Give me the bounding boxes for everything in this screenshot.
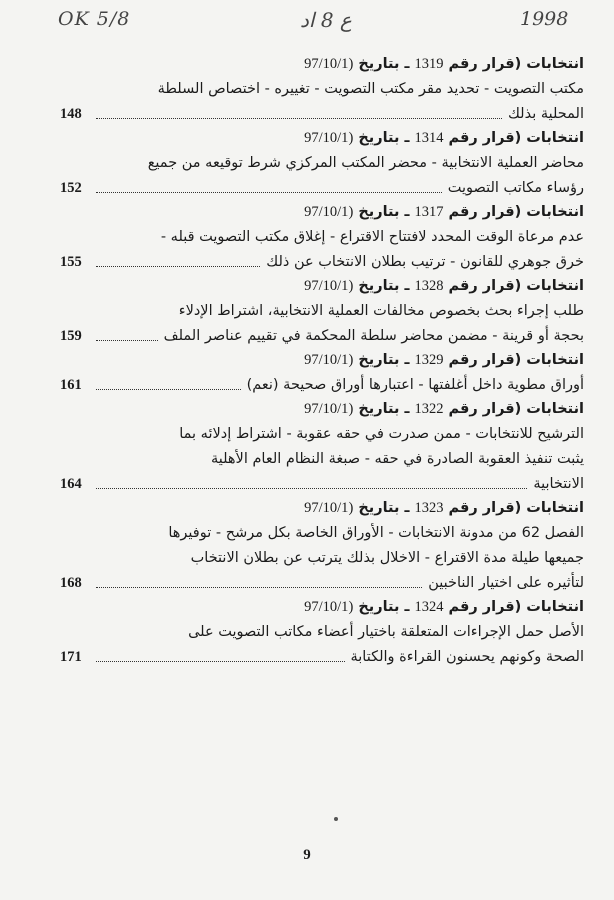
dot-leader bbox=[96, 587, 422, 588]
entry-summary-line: بحجة أو قرينة - مضمن محاضر سلطة المحكمة في تقييم عناصر الملف bbox=[163, 328, 584, 344]
entry-heading bbox=[84, 201, 584, 225]
dot-leader bbox=[96, 192, 442, 193]
handwritten-year: 1998 bbox=[520, 8, 569, 30]
entry-page-number: 159 bbox=[60, 328, 82, 344]
index-entry bbox=[60, 398, 584, 497]
entry-page-number: 161 bbox=[60, 377, 82, 393]
entry-page-number: 155 bbox=[60, 254, 82, 270]
entry-heading bbox=[84, 497, 584, 521]
entry-heading bbox=[84, 349, 584, 373]
entry-final-line bbox=[60, 645, 584, 670]
handwritten-note-middle: ع 8 اد bbox=[300, 8, 352, 32]
entry-date-label: ـ بتاريخ bbox=[358, 500, 410, 516]
entry-heading bbox=[84, 53, 584, 77]
entry-summary-line: أوراق مطوية داخل أغلفتها - اعتبارها أوراق صحيحة (نعم) bbox=[246, 377, 584, 393]
entry-summary-line: محاضر العملية الانتخابية - محضر المكتب المركزي شرط توقيعه من جميع bbox=[147, 155, 584, 171]
entry-heading-label: انتخابات (قرار رقم bbox=[448, 56, 584, 72]
index-entries-list bbox=[60, 53, 584, 670]
entry-summary-line: طلب إجراء بحث بخصوص مخالفات العملية الانتخابية، اشتراط الإدلاء bbox=[178, 303, 584, 319]
entry-date-label: ـ بتاريخ bbox=[358, 401, 410, 417]
handwritten-annotations bbox=[0, 8, 614, 36]
index-entry bbox=[60, 53, 584, 127]
entry-summary-line: الفصل 62 من مدونة الانتخابات - الأوراق الخاصة بكل مرشح - توفيرها bbox=[168, 525, 584, 541]
entry-decision-number: 1317 bbox=[414, 204, 444, 220]
entry-summary-line: الترشيح للانتخابات - ممن صدرت في حقه عقوبة - اشتراط إدلائه بما bbox=[179, 426, 584, 442]
entry-decision-number: 1314 bbox=[414, 130, 444, 146]
entry-final-line bbox=[60, 472, 584, 497]
entry-page-number: 148 bbox=[60, 106, 82, 122]
entry-summary-line: الصحة وكونهم يحسنون القراءة والكتابة bbox=[350, 649, 584, 665]
dot-leader bbox=[96, 118, 502, 119]
index-entry bbox=[60, 275, 584, 349]
entry-heading-label: انتخابات (قرار رقم bbox=[448, 278, 584, 294]
entry-final-line bbox=[60, 176, 584, 201]
entry-summary-line: الانتخابية bbox=[533, 476, 584, 492]
entry-summary-line: عدم مرعاة الوقت المحدد لافتتاح الاقتراع - إغلاق مكتب التصويت قبله - bbox=[160, 229, 584, 245]
entry-final-line bbox=[60, 102, 584, 127]
entry-decision-number: 1323 bbox=[414, 500, 444, 516]
dot-leader bbox=[96, 389, 241, 390]
entry-heading-label: انتخابات (قرار رقم bbox=[448, 204, 584, 220]
ink-dot bbox=[334, 817, 338, 821]
entry-date: (97/10/1 bbox=[304, 401, 354, 417]
dot-leader bbox=[96, 661, 345, 662]
handwritten-note-left: OK 5/8 bbox=[58, 8, 131, 30]
entry-date: (97/10/1 bbox=[304, 204, 354, 220]
entry-date-label: ـ بتاريخ bbox=[358, 599, 410, 615]
entry-heading bbox=[84, 596, 584, 620]
page-number: 9 bbox=[303, 847, 311, 863]
entry-page-number: 171 bbox=[60, 649, 82, 665]
index-entry bbox=[60, 127, 584, 201]
entry-summary-line: خرق جوهري للقانون - ترتيب بطلان الانتخاب عن ذلك bbox=[266, 254, 584, 270]
entry-heading bbox=[84, 127, 584, 151]
dot-leader bbox=[96, 488, 527, 489]
entry-date-label: ـ بتاريخ bbox=[358, 130, 410, 146]
entry-page-number: 164 bbox=[60, 476, 82, 492]
entry-summary-line: الأصل حمل الإجراءات المتعلقة باختيار أعضاء مكاتب التصويت على bbox=[188, 624, 584, 640]
entry-date-label: ـ بتاريخ bbox=[358, 204, 410, 220]
entry-heading-label: انتخابات (قرار رقم bbox=[448, 599, 584, 615]
entry-decision-number: 1322 bbox=[414, 401, 444, 417]
entry-heading-label: انتخابات (قرار رقم bbox=[448, 130, 584, 146]
entry-heading bbox=[84, 398, 584, 422]
entry-page-number: 152 bbox=[60, 180, 82, 196]
entry-summary-line: لتأثيره على اختيار الناخبين bbox=[428, 575, 584, 591]
entry-date: (97/10/1 bbox=[304, 130, 354, 146]
entry-decision-number: 1328 bbox=[414, 278, 444, 294]
entry-date: (97/10/1 bbox=[304, 500, 354, 516]
index-entry bbox=[60, 596, 584, 670]
entry-summary-line: المحلية بذلك bbox=[507, 106, 584, 122]
entry-date-label: ـ بتاريخ bbox=[358, 56, 410, 72]
entry-final-line bbox=[60, 250, 584, 275]
index-entry bbox=[60, 497, 584, 596]
index-entry bbox=[60, 201, 584, 275]
entry-date: (97/10/1 bbox=[304, 599, 354, 615]
entry-summary-line: مكتب التصويت - تحديد مقر مكتب التصويت - تغييره - اختصاص السلطة bbox=[157, 81, 584, 97]
entry-date: (97/10/1 bbox=[304, 352, 354, 368]
dot-leader bbox=[96, 340, 158, 341]
entry-date: (97/10/1 bbox=[304, 278, 354, 294]
index-entry bbox=[60, 349, 584, 398]
entry-date-label: ـ بتاريخ bbox=[358, 352, 410, 368]
entry-heading-label: انتخابات (قرار رقم bbox=[448, 352, 584, 368]
entry-final-line bbox=[60, 324, 584, 349]
entry-decision-number: 1319 bbox=[414, 56, 444, 72]
entry-decision-number: 1324 bbox=[414, 599, 444, 615]
entry-final-line bbox=[60, 373, 584, 398]
entry-date: (97/10/1 bbox=[304, 56, 354, 72]
entry-date-label: ـ بتاريخ bbox=[358, 278, 410, 294]
entry-summary-line: رؤساء مكاتب التصويت bbox=[447, 180, 584, 196]
entry-heading-label: انتخابات (قرار رقم bbox=[448, 500, 584, 516]
entry-page-number: 168 bbox=[60, 575, 82, 591]
entry-decision-number: 1329 bbox=[414, 352, 444, 368]
entry-final-line bbox=[60, 571, 584, 596]
entry-summary-line: جميعها طيلة مدة الاقتراع - الاخلال بذلك يترتب عن بطلان الانتخاب bbox=[190, 550, 584, 566]
entry-summary-line: يثبت تنفيذ العقوبة الصادرة في حقه - صبغة النظام العام الأهلية bbox=[210, 451, 584, 467]
dot-leader bbox=[96, 266, 260, 267]
entry-heading bbox=[84, 275, 584, 299]
entry-heading-label: انتخابات (قرار رقم bbox=[448, 401, 584, 417]
